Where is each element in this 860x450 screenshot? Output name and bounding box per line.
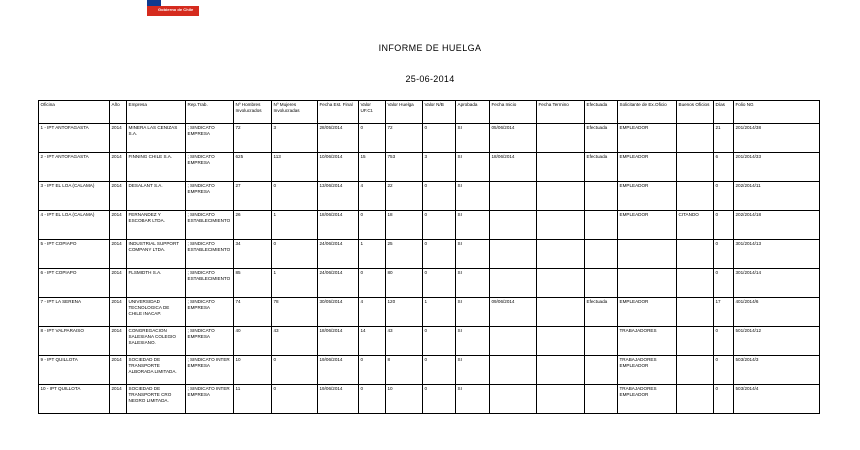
table-cell: 14: [359, 327, 386, 356]
table-cell: 74: [234, 298, 272, 327]
table-cell: CITANDO: [677, 211, 714, 240]
table-cell: [677, 356, 714, 385]
table-cell: 2014: [110, 269, 127, 298]
table-header-row: [39, 101, 820, 124]
table-cell: 18/06/2014: [318, 327, 359, 356]
table-cell: SI: [456, 385, 490, 414]
table-cell: 2014: [110, 211, 127, 240]
table-cell: 0: [423, 124, 456, 153]
table-cell: 05/06/2014: [490, 124, 537, 153]
table-cell: 4 - IPT EL LOA (CALAMA): [39, 211, 110, 240]
table-cell: 22: [386, 182, 423, 211]
table-cell: 0: [714, 211, 734, 240]
table-cell: 5 - IPT COPIAPO: [39, 240, 110, 269]
table-cell: 401/2014/6: [734, 298, 820, 327]
table-cell: 113: [272, 153, 318, 182]
table-cell: ; SINDICATO INTER EMPRESA: [186, 385, 234, 414]
table-cell: 0: [714, 269, 734, 298]
table-cell: FERNANDEZ Y ESCOBAR LTDA.: [127, 211, 186, 240]
table-cell: 301/2014/13: [734, 240, 820, 269]
table-cell: [677, 327, 714, 356]
table-cell: 0: [359, 385, 386, 414]
table-cell: 0: [423, 385, 456, 414]
table-cell: [677, 240, 714, 269]
table-cell: 301/2014/14: [734, 269, 820, 298]
table-cell: 0: [714, 327, 734, 356]
table-cell: SI: [456, 327, 490, 356]
table-row: [39, 269, 820, 298]
column-header: Solicitante de Ex.Oficio: [618, 101, 677, 124]
table-cell: TRABAJADORES EMPLEADOR: [618, 356, 677, 385]
table-cell: UNIVERSIDAD TECNOLOGICA DE CHILE INACAP.: [127, 298, 186, 327]
table-cell: 30/05/2014: [318, 298, 359, 327]
table-cell: 24/06/2014: [318, 269, 359, 298]
table-cell: ; SINDICATO EMPRESA: [186, 153, 234, 182]
table-cell: ; SINDICATO ESTABLECIMIENTO: [186, 211, 234, 240]
table-cell: [677, 269, 714, 298]
table-cell: 0: [714, 356, 734, 385]
table-cell: DESALANT S.A.: [127, 182, 186, 211]
table-cell: 21: [714, 124, 734, 153]
table-row: [39, 211, 820, 240]
column-header: Fecha Est. Final: [318, 101, 359, 124]
table-cell: 0: [423, 327, 456, 356]
table-cell: SI: [456, 356, 490, 385]
table-cell: 625: [234, 153, 272, 182]
table-cell: TRABAJADORES EMPLEADOR: [618, 385, 677, 414]
table-cell: 201/2014/33: [734, 153, 820, 182]
table-cell: 0: [272, 356, 318, 385]
table-cell: 13/06/2014: [318, 182, 359, 211]
table-cell: TRABAJADORES: [618, 327, 677, 356]
strike-report-table: [38, 100, 820, 414]
table-cell: 202/2014/18: [734, 211, 820, 240]
table-cell: 120: [386, 298, 423, 327]
table-cell: 753: [386, 153, 423, 182]
table-cell: ; SINDICATO ESTABLECIMIENTO: [186, 240, 234, 269]
table-cell: [490, 182, 537, 211]
table-cell: 2014: [110, 182, 127, 211]
table-cell: [537, 356, 585, 385]
table-cell: [537, 153, 585, 182]
table-cell: SI: [456, 298, 490, 327]
table-cell: EMPLEADOR: [618, 153, 677, 182]
table-cell: [585, 211, 618, 240]
table-cell: FLSMIDTH S.A.: [127, 269, 186, 298]
table-cell: 28/05/2014: [318, 124, 359, 153]
table-cell: 1: [423, 298, 456, 327]
table-cell: 9 - IPT QUILLOTA: [39, 356, 110, 385]
column-header: Valor UF.Ct.: [359, 101, 386, 124]
column-header: Rep.Trab.: [186, 101, 234, 124]
table-cell: 17: [714, 298, 734, 327]
table-cell: 0: [423, 182, 456, 211]
table-cell: SI: [456, 211, 490, 240]
table-cell: 2014: [110, 153, 127, 182]
table-cell: 4: [359, 298, 386, 327]
table-cell: [490, 356, 537, 385]
table-cell: 43: [386, 327, 423, 356]
table-cell: SI: [456, 240, 490, 269]
table-cell: [677, 298, 714, 327]
table-cell: [585, 182, 618, 211]
table-cell: 6 - IPT COPIAPO: [39, 269, 110, 298]
table-cell: 3: [272, 124, 318, 153]
table-cell: Efectuada: [585, 124, 618, 153]
table-cell: [585, 385, 618, 414]
table-cell: 0: [272, 240, 318, 269]
column-header: Año: [110, 101, 127, 124]
table-cell: 1 - IPT ANTOFAGASTA: [39, 124, 110, 153]
table-cell: [490, 327, 537, 356]
table-cell: 2 - IPT ANTOFAGASTA: [39, 153, 110, 182]
table-cell: SOCIEDAD DE TRANSPORTE ALBORADA LIMITADA.: [127, 356, 186, 385]
table-cell: EMPLEADOR: [618, 211, 677, 240]
table-cell: [490, 240, 537, 269]
logo-text: Gobierno de Chile: [158, 7, 194, 12]
table-cell: [537, 269, 585, 298]
table-cell: 0: [423, 356, 456, 385]
table-cell: 0: [423, 211, 456, 240]
column-header: Folio NG: [734, 101, 820, 124]
table-row: [39, 298, 820, 327]
table-cell: 34: [234, 240, 272, 269]
table-cell: INDUSTRIAL SUPPORT COMPANY LTDA.: [127, 240, 186, 269]
table-cell: Efectuada: [585, 153, 618, 182]
column-header: Nº Mujeres Involucradas: [272, 101, 318, 124]
report-date: 25-06-2014: [405, 74, 455, 84]
table-cell: 19/06/2014: [318, 356, 359, 385]
table-cell: 1: [272, 269, 318, 298]
table-cell: 15: [359, 153, 386, 182]
table-cell: 0: [359, 356, 386, 385]
table-cell: [677, 124, 714, 153]
report-title: INFORME DE HUELGA: [378, 43, 482, 53]
table-cell: ; SINDICATO EMPRESA: [186, 298, 234, 327]
table-cell: [677, 182, 714, 211]
table-cell: EMPLEADOR: [618, 298, 677, 327]
table-cell: 8: [386, 356, 423, 385]
table-cell: 10: [234, 356, 272, 385]
table-row: [39, 124, 820, 153]
table-cell: 0: [714, 385, 734, 414]
table-cell: [537, 182, 585, 211]
column-header: Oficina: [39, 101, 110, 124]
table-cell: 25: [386, 240, 423, 269]
table-cell: 0: [714, 182, 734, 211]
table-cell: 0: [272, 182, 318, 211]
table-cell: 0: [272, 385, 318, 414]
table-cell: 0: [359, 211, 386, 240]
column-header: Empresa: [127, 101, 186, 124]
column-header: Valor N/B: [423, 101, 456, 124]
table-cell: 78: [272, 298, 318, 327]
table-cell: 26: [234, 211, 272, 240]
table-cell: [585, 356, 618, 385]
table-cell: 09/06/2014: [490, 298, 537, 327]
table-cell: 3: [423, 153, 456, 182]
column-header: Días: [714, 101, 734, 124]
table-cell: FINNING CHILE S.A.: [127, 153, 186, 182]
table-cell: 501/2014/12: [734, 327, 820, 356]
table-cell: 85: [234, 269, 272, 298]
column-header: Efectuada: [585, 101, 618, 124]
table-cell: 0: [359, 124, 386, 153]
table-cell: 2014: [110, 385, 127, 414]
table-cell: [537, 327, 585, 356]
table-cell: 19/06/2014: [318, 385, 359, 414]
table-cell: 24/06/2014: [318, 240, 359, 269]
table-cell: 503/2014/3: [734, 356, 820, 385]
column-header: Aprobada: [456, 101, 490, 124]
table-cell: 10: [386, 385, 423, 414]
table-cell: SI: [456, 269, 490, 298]
table-cell: [537, 385, 585, 414]
table-cell: 2014: [110, 124, 127, 153]
table-cell: 7 - IPT LA SERENA: [39, 298, 110, 327]
table-cell: 503/2014/4: [734, 385, 820, 414]
table-cell: 10 - IPT QUILLOTA: [39, 385, 110, 414]
table-cell: SI: [456, 153, 490, 182]
table-cell: 10/06/2014: [318, 153, 359, 182]
table-cell: SOCIEDAD DE TRANSPORTE CRO NEGRO LIMITADA.: [127, 385, 186, 414]
table-cell: [490, 269, 537, 298]
table-cell: [618, 269, 677, 298]
table-cell: 72: [386, 124, 423, 153]
table-row: [39, 240, 820, 269]
table-cell: 27: [234, 182, 272, 211]
table-cell: 1: [272, 211, 318, 240]
table-cell: SI: [456, 124, 490, 153]
table-cell: 0: [423, 269, 456, 298]
table-row: [39, 327, 820, 356]
table-cell: [585, 240, 618, 269]
table-cell: 43: [272, 327, 318, 356]
table-cell: [490, 385, 537, 414]
column-header: Valor Huelga: [386, 101, 423, 124]
table-cell: ; SINDICATO ESTABLECIMIENTO: [186, 269, 234, 298]
table-cell: 2014: [110, 327, 127, 356]
table-row: [39, 182, 820, 211]
table-cell: [618, 240, 677, 269]
table-cell: 18: [386, 211, 423, 240]
table-cell: SI: [456, 182, 490, 211]
table-cell: ; SINDICATO EMPRESA: [186, 124, 234, 153]
table-cell: CONGREGACION SALESIANA COLEGIO SALESIANO.: [127, 327, 186, 356]
table-cell: 1: [359, 240, 386, 269]
table-cell: 18/06/2014: [318, 211, 359, 240]
table-cell: 72: [234, 124, 272, 153]
table-cell: 0: [359, 269, 386, 298]
column-header: Fecha Inicio: [490, 101, 537, 124]
table-cell: 8 - IPT VALPARAISO: [39, 327, 110, 356]
table-cell: ; SINDICATO EMPRESA: [186, 182, 234, 211]
table-cell: Efectuada: [585, 298, 618, 327]
table-cell: 80: [386, 269, 423, 298]
table-cell: 40: [234, 327, 272, 356]
table-cell: 201/2014/38: [734, 124, 820, 153]
table-cell: 6: [714, 153, 734, 182]
table-cell: [490, 211, 537, 240]
table-cell: EMPLEADOR: [618, 124, 677, 153]
table-cell: 0: [714, 240, 734, 269]
table-cell: [537, 211, 585, 240]
table-cell: 18/06/2014: [490, 153, 537, 182]
table-cell: 202/2014/11: [734, 182, 820, 211]
column-header: Buenos Oficios: [677, 101, 714, 124]
column-header: Nº Hombres Involucrados: [234, 101, 272, 124]
table-cell: [537, 298, 585, 327]
table-cell: 4: [359, 182, 386, 211]
table-cell: [677, 153, 714, 182]
table-cell: [677, 385, 714, 414]
table-cell: [585, 269, 618, 298]
table-cell: 3 - IPT EL LOA (CALAMA): [39, 182, 110, 211]
table-row: [39, 153, 820, 182]
table-cell: 2014: [110, 298, 127, 327]
table-cell: ; SINDICATO INTER EMPRESA: [186, 356, 234, 385]
table-row: [39, 385, 820, 414]
table-row: [39, 356, 820, 385]
table-cell: [585, 327, 618, 356]
table-cell: 11: [234, 385, 272, 414]
table-cell: [537, 240, 585, 269]
table-cell: EMPLEADOR: [618, 182, 677, 211]
table-cell: MINERA LAS CENIZAS S.A.: [127, 124, 186, 153]
table-cell: [537, 124, 585, 153]
table-cell: ; SINDICATO EMPRESA: [186, 327, 234, 356]
table-cell: 0: [423, 240, 456, 269]
column-header: Fecha Termino: [537, 101, 585, 124]
table-cell: 2014: [110, 356, 127, 385]
table-cell: 2014: [110, 240, 127, 269]
